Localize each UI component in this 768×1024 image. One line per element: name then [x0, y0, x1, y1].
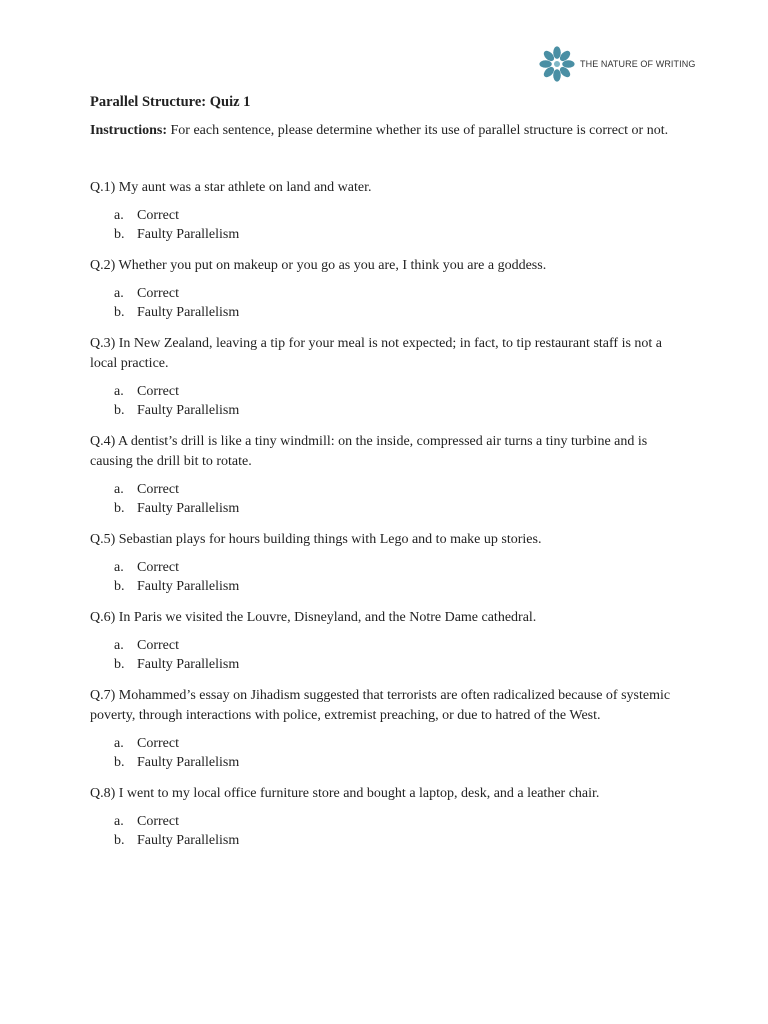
question-2	[90, 256, 690, 322]
question-text: Q.5) Sebastian plays for hours building things with Lego and to make up stories.	[90, 532, 542, 547]
question-4	[90, 432, 690, 518]
question-text: Q.3) In New Zealand, leaving a tip for your meal is not expected; in fact, to tip restaurant staff is not a local practice.	[90, 336, 663, 371]
question-text: Q.7) Mohammed’s essay on Jihadism suggested that terrorists are often radicalized because of systemic poverty, through interactions with police, extremist preaching, or due to hatred of the West.	[90, 688, 671, 723]
option-letter: a.	[114, 384, 124, 399]
option-letter: a.	[114, 286, 124, 301]
question-text: Q.2) Whether you put on makeup or you go as you are, I think you are a goddess.	[90, 258, 547, 273]
answer-options	[90, 812, 690, 850]
answer-options	[90, 206, 690, 244]
option-letter: a.	[114, 208, 124, 223]
option-letter: b.	[114, 501, 125, 516]
option-label: Correct	[137, 384, 179, 399]
answer-options	[90, 284, 690, 322]
question-7	[90, 686, 690, 772]
question-text: Q.1) My aunt was a star athlete on land and water.	[90, 180, 372, 195]
option-letter: b.	[114, 579, 125, 594]
answer-option	[90, 206, 690, 225]
option-letter: b.	[114, 657, 125, 672]
quiz-document	[90, 92, 690, 862]
answer-option	[90, 558, 690, 577]
option-label: Faulty Parallelism	[137, 657, 240, 672]
answer-options	[90, 382, 690, 420]
option-label: Correct	[137, 208, 179, 223]
answer-option	[90, 284, 690, 303]
option-label: Faulty Parallelism	[137, 227, 240, 242]
option-label: Faulty Parallelism	[137, 755, 240, 770]
answer-options	[90, 734, 690, 772]
answer-option	[90, 480, 690, 499]
instructions-text: For each sentence, please determine whether its use of parallel structure is correct or not.	[167, 123, 669, 138]
option-letter: b.	[114, 833, 125, 848]
option-letter: a.	[114, 814, 124, 829]
answer-option	[90, 303, 690, 322]
option-letter: a.	[114, 560, 124, 575]
option-letter: a.	[114, 736, 124, 751]
question-6	[90, 608, 690, 674]
quiz-title: Parallel Structure: Quiz 1	[90, 94, 251, 110]
answer-option	[90, 753, 690, 772]
question-8	[90, 784, 690, 850]
option-letter: b.	[114, 403, 125, 418]
brand-name: THE NATURE OF WRITING	[580, 59, 696, 69]
answer-options	[90, 636, 690, 674]
option-letter: b.	[114, 227, 125, 242]
question-text: Q.8) I went to my local office furniture store and bought a laptop, desk, and a leather chair.	[90, 786, 600, 801]
option-label: Faulty Parallelism	[137, 501, 240, 516]
option-label: Correct	[137, 286, 179, 301]
option-label: Correct	[137, 482, 179, 497]
answer-option	[90, 655, 690, 674]
answer-option	[90, 734, 690, 753]
option-label: Correct	[137, 736, 179, 751]
question-5	[90, 530, 690, 596]
option-label: Faulty Parallelism	[137, 579, 240, 594]
option-letter: b.	[114, 305, 125, 320]
option-label: Correct	[137, 814, 179, 829]
answer-option	[90, 499, 690, 518]
option-label: Correct	[137, 560, 179, 575]
option-label: Faulty Parallelism	[137, 403, 240, 418]
question-text: Q.4) A dentist’s drill is like a tiny windmill: on the inside, compressed air turns a tiny turbine and is causing the drill bit to rotate.	[90, 434, 648, 469]
answer-options	[90, 480, 690, 518]
option-label: Faulty Parallelism	[137, 305, 240, 320]
question-list	[90, 178, 690, 850]
brand-logo	[538, 44, 695, 84]
option-letter: a.	[114, 482, 124, 497]
option-label: Correct	[137, 638, 179, 653]
answer-option	[90, 401, 690, 420]
answer-option	[90, 831, 690, 850]
option-letter: a.	[114, 638, 124, 653]
answer-option	[90, 636, 690, 655]
question-3	[90, 334, 690, 420]
option-label: Faulty Parallelism	[137, 833, 240, 848]
instructions-label: Instructions:	[90, 123, 168, 138]
answer-option	[90, 812, 690, 831]
question-1	[90, 178, 690, 244]
flower-logo-icon	[538, 44, 576, 84]
option-letter: b.	[114, 755, 125, 770]
question-text: Q.6) In Paris we visited the Louvre, Disneyland, and the Notre Dame cathedral.	[90, 610, 537, 625]
answer-options	[90, 558, 690, 596]
answer-option	[90, 225, 690, 244]
answer-option	[90, 577, 690, 596]
instructions	[90, 121, 680, 141]
answer-option	[90, 382, 690, 401]
